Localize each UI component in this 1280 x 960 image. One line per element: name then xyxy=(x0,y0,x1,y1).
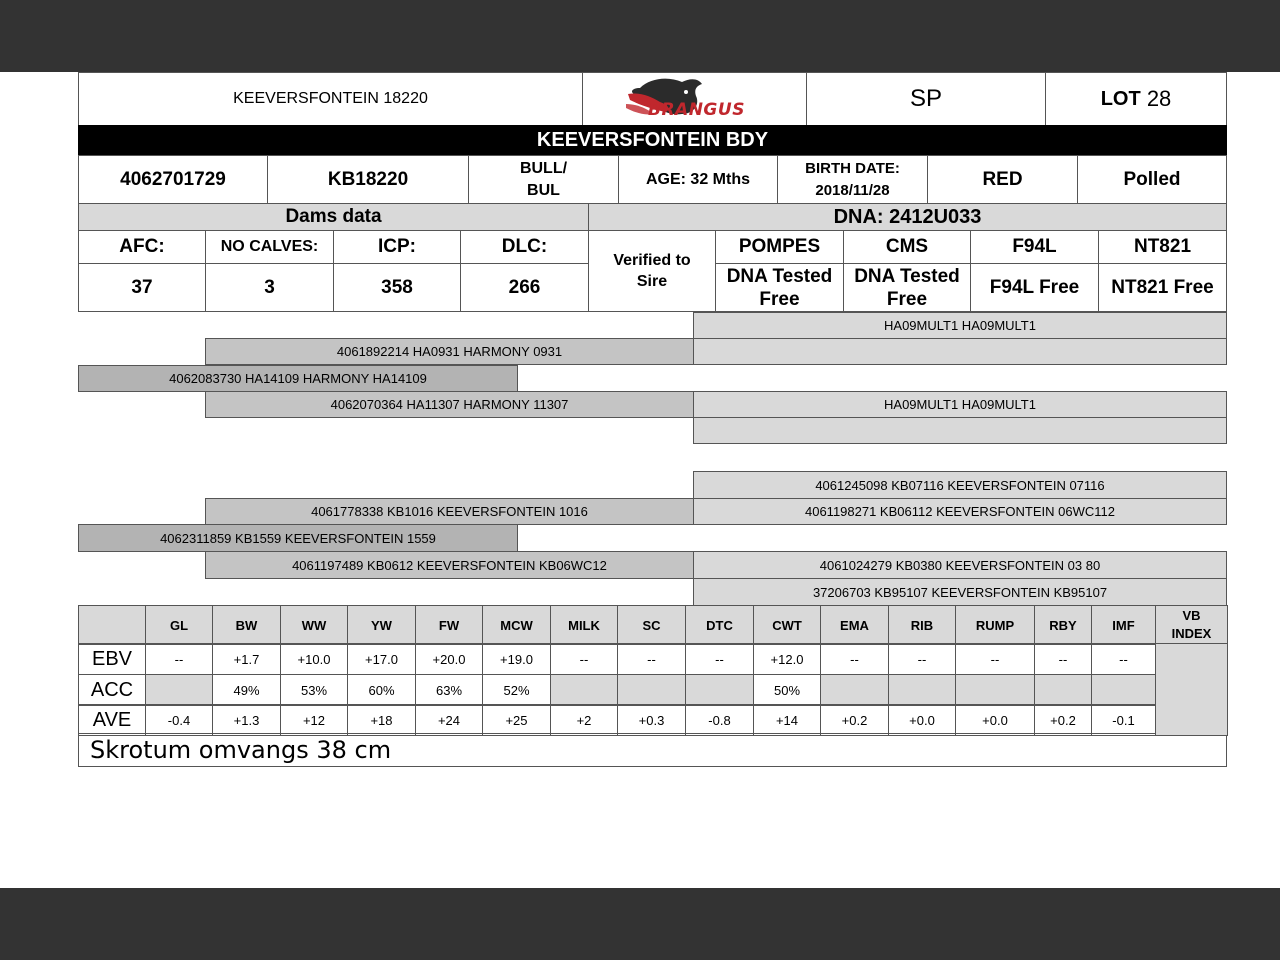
pedigree-dd-sire: 4061024279 KB0380 KEEVERSFONTEIN 03 80 xyxy=(693,551,1227,579)
pedigree-dam-sire: 4061778338 KB1016 KEEVERSFONTEIN 1016 xyxy=(205,498,694,525)
lot-cell xyxy=(1045,72,1227,126)
ebv-value-cell xyxy=(1091,674,1156,706)
code-cell: SP xyxy=(806,72,1046,126)
pedigree-ds-sire: 4061245098 KB07116 KEEVERSFONTEIN 07116 xyxy=(693,471,1227,499)
ebv-value-cell: +0.0 xyxy=(955,704,1035,736)
page-title: KEEVERSFONTEIN BDY xyxy=(78,125,1227,156)
sex-cell xyxy=(468,155,619,204)
sale-catalogue-sheet xyxy=(0,72,1280,888)
ebv-value-cell xyxy=(617,674,686,706)
ebv-value-cell: 52% xyxy=(482,674,551,706)
pedigree-ss-dam xyxy=(693,338,1227,365)
ebv-header-cell: IMF xyxy=(1091,605,1156,645)
birth-date: 2018/11/28 xyxy=(815,181,890,199)
dams-value-afc: 37 xyxy=(78,263,206,312)
pedigree-sd-dam xyxy=(693,417,1227,444)
ebv-value-cell: +19.0 xyxy=(482,643,551,675)
ebv-header-cell: BW xyxy=(212,605,281,645)
ebv-value-cell xyxy=(888,674,956,706)
ebv-value-cell: +10.0 xyxy=(280,643,348,675)
ebv-row-label: ACC xyxy=(78,674,146,706)
index-label-line-1: VB xyxy=(1182,608,1201,623)
ebv-value-cell xyxy=(1034,674,1092,706)
bottom-frame-bar xyxy=(0,888,1280,960)
ebv-value-cell: +20.0 xyxy=(415,643,483,675)
registration-number: 4062701729 xyxy=(78,155,268,204)
lot-number: 28 xyxy=(1146,86,1172,111)
ebv-value-cell: +2 xyxy=(550,704,618,736)
ebv-value-cell: 60% xyxy=(347,674,416,706)
ebv-value-cell xyxy=(955,674,1035,706)
dna-value-pompes xyxy=(715,263,844,312)
colour-cell: RED xyxy=(927,155,1078,204)
age-cell: AGE: 32 Mths xyxy=(618,155,778,204)
ebv-value-cell: 49% xyxy=(212,674,281,706)
ebv-value-cell: -- xyxy=(550,643,618,675)
pedigree-dd-dam: 37206703 KB95107 KEEVERSFONTEIN KB95107 xyxy=(693,578,1227,606)
dams-heading: Dams data xyxy=(78,203,589,231)
ebv-header-cell: WW xyxy=(280,605,348,645)
dna-heading: DNA: 2412U033 xyxy=(588,203,1227,231)
pedigree-sire-dam: 4062070364 HA11307 HARMONY 11307 xyxy=(205,391,694,418)
ebv-value-cell: +17.0 xyxy=(347,643,416,675)
ebv-header-cell: MCW xyxy=(482,605,551,645)
animal-name: KEEVERSFONTEIN 18220 xyxy=(78,72,583,126)
ebv-value-cell: +0.2 xyxy=(820,704,889,736)
dna-header-f94l: F94L xyxy=(970,230,1099,264)
birth-label: BIRTH DATE: xyxy=(805,159,900,177)
ebv-value-cell: +0.0 xyxy=(888,704,956,736)
ebv-header-cell: MILK xyxy=(550,605,618,645)
dams-header-afc: AFC: xyxy=(78,230,206,264)
ebv-header-cell: RUMP xyxy=(955,605,1035,645)
ebv-header-cell: EMA xyxy=(820,605,889,645)
dna-value-cms xyxy=(843,263,971,312)
dna-value-f94l: F94L Free xyxy=(970,263,1099,312)
logo-text: BRANGUS xyxy=(648,100,745,120)
dna-value-cms-line-1: DNA Tested xyxy=(854,265,960,287)
ebv-value-cell: +25 xyxy=(482,704,551,736)
ebv-index-value xyxy=(1155,643,1228,736)
pedigree-ds-dam: 4061198271 KB06112 KEEVERSFONTEIN 06WC112 xyxy=(693,498,1227,525)
ebv-value-cell: -- xyxy=(820,643,889,675)
ebv-value-cell: +18 xyxy=(347,704,416,736)
pedigree-ss-sire: HA09MULT1 HA09MULT1 xyxy=(693,312,1227,339)
sex-line-2: BUL xyxy=(527,181,560,199)
ebv-value-cell: -- xyxy=(145,643,213,675)
ebv-value-cell: -0.1 xyxy=(1091,704,1156,736)
ebv-value-cell: 53% xyxy=(280,674,348,706)
pedigree-sire-sire: 4061892214 HA0931 HARMONY 0931 xyxy=(205,338,694,365)
ebv-header-cell: GL xyxy=(145,605,213,645)
ebv-value-cell: -0.8 xyxy=(685,704,754,736)
pedigree-dam: 4062311859 KB1559 KEEVERSFONTEIN 1559 xyxy=(78,524,518,552)
ebv-value-cell: +0.3 xyxy=(617,704,686,736)
dna-value-pompes-line-1: DNA Tested xyxy=(726,265,833,287)
ebv-value-cell: +24 xyxy=(415,704,483,736)
lot-label: LOT xyxy=(1100,87,1141,110)
ebv-row-label: AVE xyxy=(78,704,146,736)
scrotum-note: Skrotum omvangs 38 cm xyxy=(78,733,1227,767)
ebv-value-cell: +1.3 xyxy=(212,704,281,736)
pedigree-dam-dam: 4061197489 KB0612 KEEVERSFONTEIN KB06WC12 xyxy=(205,551,694,579)
pedigree-sd-sire: HA09MULT1 HA09MULT1 xyxy=(693,391,1227,418)
animal-ident: KB18220 xyxy=(267,155,469,204)
ebv-value-cell: 63% xyxy=(415,674,483,706)
horn-cell: Polled xyxy=(1077,155,1227,204)
dams-value-icp: 358 xyxy=(333,263,461,312)
ebv-value-cell xyxy=(820,674,889,706)
dna-value-cms-line-2: Free xyxy=(886,288,928,310)
ebv-value-cell xyxy=(145,674,213,706)
ebv-header-cell: RIB xyxy=(888,605,956,645)
ebv-value-cell: -0.4 xyxy=(145,704,213,736)
verified-line-2: Sire xyxy=(636,273,668,290)
dams-value-dlc: 266 xyxy=(460,263,589,312)
ebv-row-label: EBV xyxy=(78,643,146,675)
ebv-header-cell: DTC xyxy=(685,605,754,645)
ebv-header-cell: RBY xyxy=(1034,605,1092,645)
ebv-header-index xyxy=(1155,605,1228,645)
ebv-value-cell: +12.0 xyxy=(753,643,821,675)
ebv-value-cell: -- xyxy=(1034,643,1092,675)
ebv-header-cell: YW xyxy=(347,605,416,645)
dna-value-pompes-line-2: Free xyxy=(759,288,800,310)
sex-line-1: BULL/ xyxy=(519,159,568,177)
index-label-line-2: INDEX xyxy=(1171,626,1212,641)
dams-value-calves: 3 xyxy=(205,263,334,312)
dna-header-pompes: POMPES xyxy=(715,230,844,264)
dams-header-dlc: DLC: xyxy=(460,230,589,264)
ebv-header-cell: FW xyxy=(415,605,483,645)
birth-date-cell xyxy=(777,155,928,204)
pedigree-sire: 4062083730 HA14109 HARMONY HA14109 xyxy=(78,365,518,392)
brangus-logo xyxy=(582,72,807,126)
ebv-header-blank xyxy=(78,605,146,645)
dna-header-cms: CMS xyxy=(843,230,971,264)
ebv-value-cell: -- xyxy=(1091,643,1156,675)
dams-header-calves: NO CALVES: xyxy=(205,230,334,264)
dna-header-nt821: NT821 xyxy=(1098,230,1227,264)
ebv-value-cell: +14 xyxy=(753,704,821,736)
dna-value-nt821: NT821 Free xyxy=(1098,263,1227,312)
ebv-value-cell: -- xyxy=(888,643,956,675)
dna-verified-cell xyxy=(588,230,716,312)
top-frame-bar xyxy=(0,0,1280,72)
ebv-value-cell: +1.7 xyxy=(212,643,281,675)
ebv-value-cell: -- xyxy=(617,643,686,675)
ebv-value-cell xyxy=(550,674,618,706)
ebv-value-cell: 50% xyxy=(753,674,821,706)
ebv-value-cell xyxy=(685,674,754,706)
ebv-header-cell: SC xyxy=(617,605,686,645)
dams-header-icp: ICP: xyxy=(333,230,461,264)
ebv-header-cell: CWT xyxy=(753,605,821,645)
verified-line-1: Verified to xyxy=(613,252,691,269)
ebv-value-cell: +12 xyxy=(280,704,348,736)
ebv-value-cell: +0.2 xyxy=(1034,704,1092,736)
ebv-value-cell: -- xyxy=(685,643,754,675)
ebv-value-cell: -- xyxy=(955,643,1035,675)
